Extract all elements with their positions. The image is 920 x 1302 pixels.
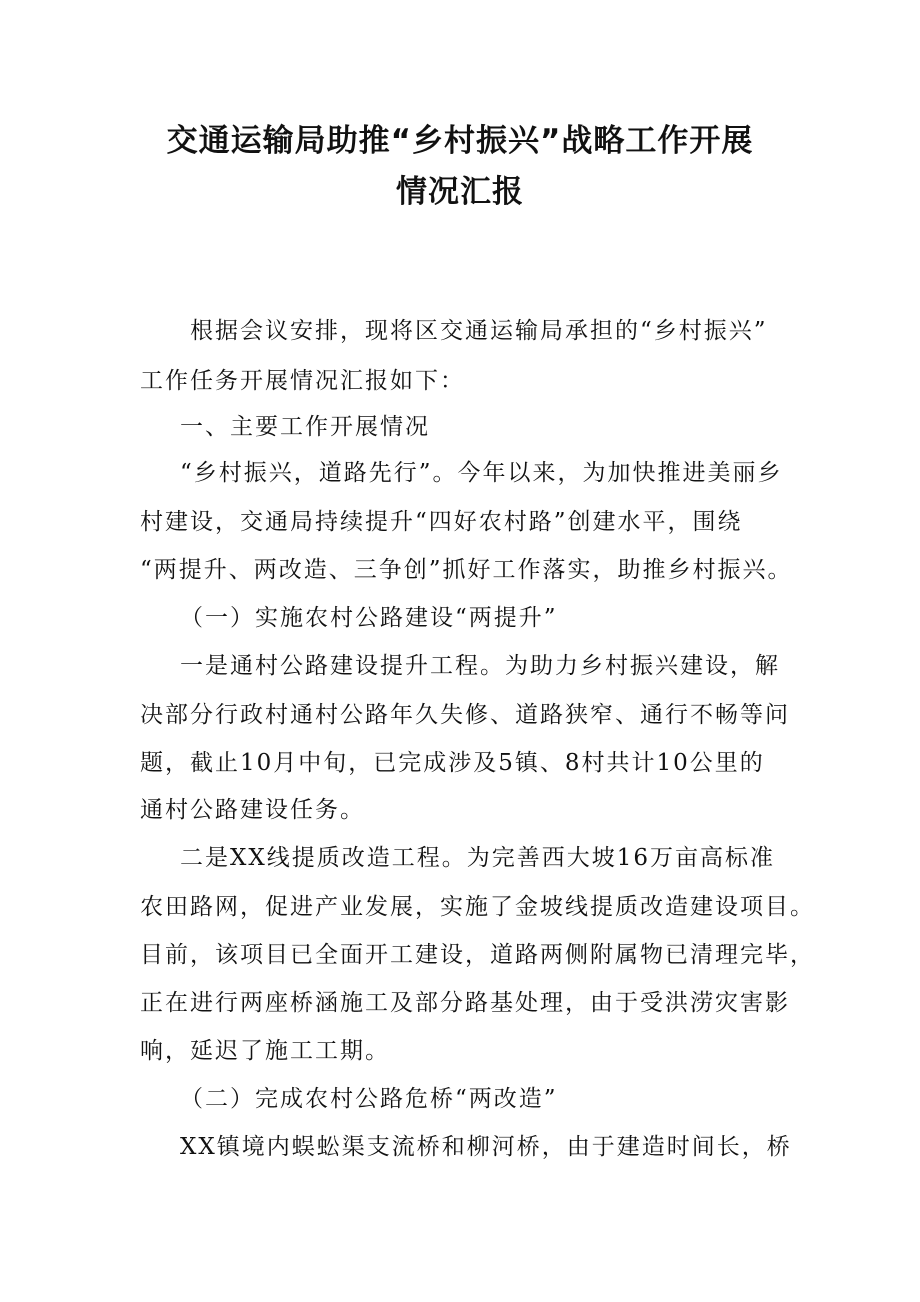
- body-line-1: 根据会议安排，现将区交通运输局承担的“乡村振兴”: [190, 318, 768, 344]
- body-line-13: 农田路网，促进产业发展，实施了金坡线提质改造建设项目。: [140, 894, 815, 920]
- body-line-14: 目前，该项目已全面开工建设，道路两侧附属物已清理完毕，: [140, 942, 815, 968]
- body-line-11: 通村公路建设任务。: [140, 797, 365, 823]
- body-line-16: 响，延迟了施工工期。: [140, 1038, 390, 1064]
- section-heading-1: 一、主要工作开展情况: [180, 414, 430, 440]
- body-line-12: 二是XX线提质改造工程。为完善西大坡16万亩高标准: [180, 845, 776, 871]
- title-line-1: 交通运输局助推“乡村振兴”战略工作开展: [166, 123, 754, 159]
- body-line-6: “两提升、两改造、三争创”抓好工作落实，助推乡村振兴。: [140, 557, 793, 583]
- subsection-heading-1: （一）实施农村公路建设“两提升”: [180, 605, 558, 631]
- body-line-18: XX镇境内蜈蚣渠支流桥和柳河桥，由于建造时间长，桥: [180, 1134, 792, 1160]
- body-line-5: 村建设，交通局持续提升“四好农村路”创建水平，围绕: [140, 509, 743, 535]
- body-line-2: 工作任务开展情况汇报如下：: [140, 368, 465, 394]
- body-line-8: 一是通村公路建设提升工程。为助力乡村振兴建设，解: [180, 653, 780, 679]
- title-line-2: 情况汇报: [396, 174, 524, 210]
- subsection-heading-2: （二）完成农村公路危桥“两改造”: [180, 1086, 558, 1112]
- body-line-10: 题，截止10月中旬，已完成涉及5镇、8村共计10公里的: [140, 750, 765, 776]
- body-line-4: “乡村振兴，道路先行”。今年以来，为加快推进美丽乡: [180, 460, 783, 486]
- body-line-15: 正在进行两座桥涵施工及部分路基处理，由于受洪涝灾害影: [140, 990, 790, 1016]
- body-line-9: 决部分行政村通村公路年久失修、道路狭窄、通行不畅等问: [140, 702, 790, 728]
